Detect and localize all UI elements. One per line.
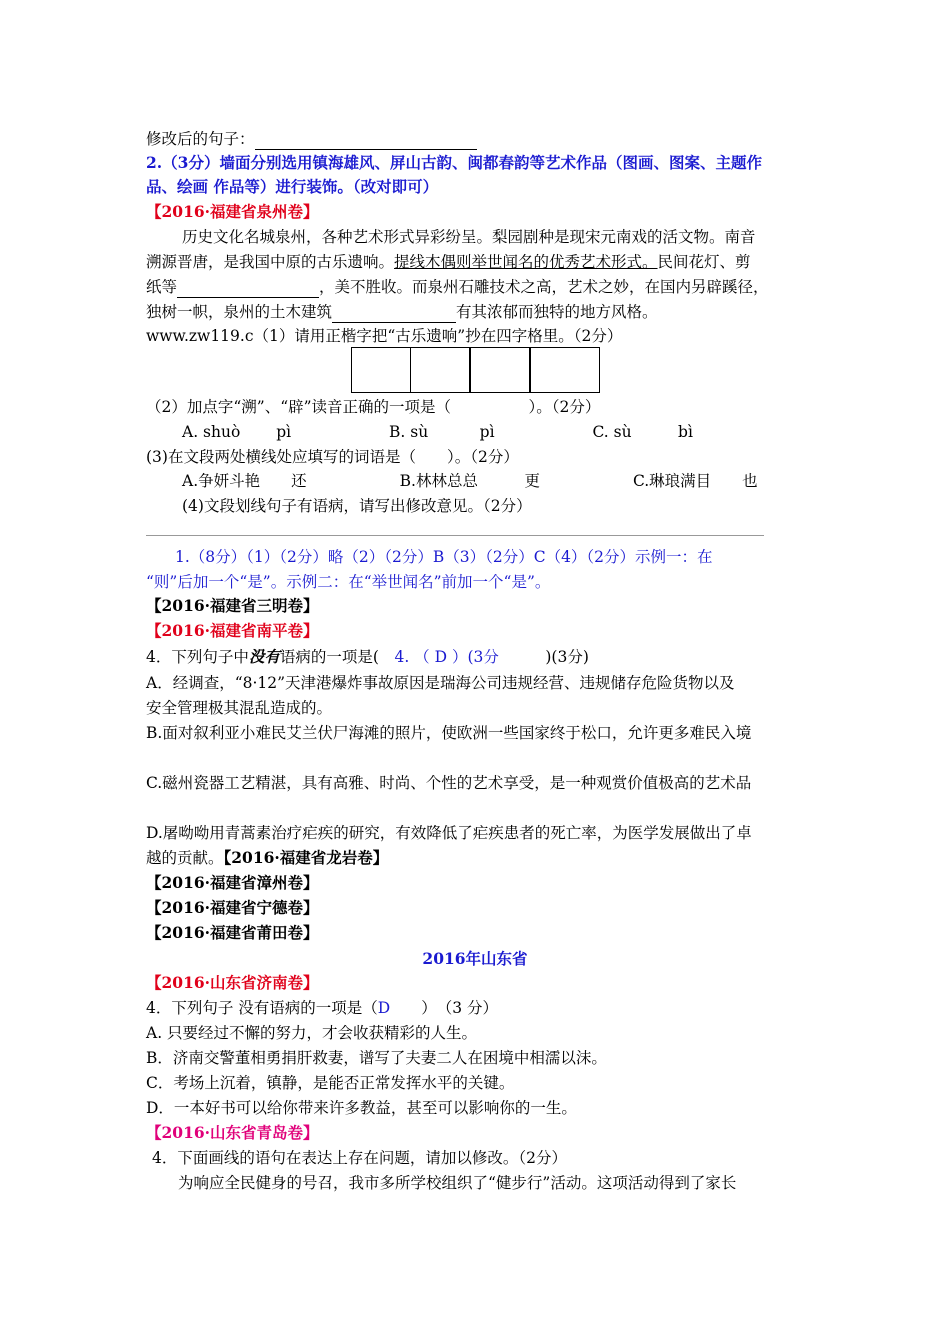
writing-box-4 xyxy=(530,347,600,393)
emphasized-word: 没有 xyxy=(248,647,280,666)
question-4-nanping: 4．下列句子中没有语病的一项是( 4. （ D ）(3分 )(3分) xyxy=(146,647,589,666)
section-quanzhou: 【2016·福建省泉州卷】 xyxy=(146,202,319,221)
writing-box-1 xyxy=(351,347,411,393)
passage-line2: 溯源晋唐，是我国中原的古乐遗响。提线木偶则举世闻名的优秀艺术形式。民间花灯、剪 xyxy=(146,253,751,271)
answer-1-line1: 1.（8分）（1）（2分）略（2）（2分）B（3）（2分）C（4）（2分）示例一：在 xyxy=(175,548,713,566)
question-3: (3)在文段两处横线处应填写的词语是（ ）。（2分） xyxy=(146,448,519,466)
passage-line1: 历史文化名城泉州，各种艺术形式异彩纷呈。梨园剧种是现宋元南戏的活文物。南音 xyxy=(182,228,756,246)
option-a-line2: 安全管理极其混乱造成的。 xyxy=(146,699,333,717)
jinan-option-a: A. 只要经过不懈的努力，才会收获精彩的人生。 xyxy=(146,1024,478,1042)
writing-box-3 xyxy=(470,347,530,393)
section-jinan: 【2016·山东省济南卷】 xyxy=(146,973,319,992)
blank-2 xyxy=(332,306,456,323)
question-2: （2）加点字“溯”、“辟”读音正确的一项是（ ）。（2分） xyxy=(146,398,601,416)
option-b: B.面对叙利亚小难民艾兰伏尸海滩的照片，使欧洲一些国家终于松口，允许更多难民入境 xyxy=(146,724,752,742)
question-4-jinan: 4．下列句子 没有语病的一项是（D ） （3 分） xyxy=(146,999,499,1017)
jinan-option-b: B．济南交警董相勇捐肝救妻，谱写了夫妻二人在困境中相濡以沫。 xyxy=(146,1049,607,1067)
question-4: (4)文段划线句子有语病，请写出修改意见。（2分） xyxy=(182,497,532,515)
answer-inline: 4. （ D ）(3分 xyxy=(378,648,499,666)
option-d-line1: D.屠呦呦用青蒿素治疗疟疾的研究，有效降低了疟疾患者的死亡率，为医学发展做出了卓 xyxy=(146,824,752,842)
divider xyxy=(146,535,764,536)
section-sanming: 【2016·福建省三明卷】 xyxy=(146,596,319,615)
answer-inline-jinan: D xyxy=(377,999,391,1017)
section-putian: 【2016·福建省莆田卷】 xyxy=(146,923,319,942)
answer-1-line2: “则”后加一个“是”。示例二：在“举世闻名”前加一个“是”。 xyxy=(146,573,551,591)
answer-2-line1: 2.（3分）墙面分别选用镇海雄风、屏山古韵、闽都春韵等艺术作品（图画、图案、主题作 xyxy=(146,153,762,172)
option-d-line2: 越的贡献。【2016·福建省龙岩卷】 xyxy=(146,848,389,867)
passage-line3: 纸等 ，美不胜收。而泉州石雕技术之高，艺术之妙，在国内另辟蹊径， xyxy=(146,278,769,296)
revised-sentence-line xyxy=(146,128,477,150)
option-a-line1: A．经调查，“8·12”天津港爆炸事故原因是瑞海公司违规经营、违规储存危险货物以及 xyxy=(146,674,735,692)
option-c: C.磁州瓷器工艺精湛，具有高雅、时尚、个性的艺术享受，是一种观赏价值极高的艺术品 xyxy=(146,774,752,792)
qingdao-passage: 为响应全民健身的号召，我市多所学校组织了“健步行”活动。这项活动得到了家长 xyxy=(178,1174,737,1192)
question-1: www.zw119.c（1）请用正楷字把“古乐遗响”抄在四字格里。（2分） xyxy=(146,327,623,345)
section-zhangzhou: 【2016·福建省漳州卷】 xyxy=(146,873,319,892)
question-4-qingdao: 4．下面画线的语句在表达上存在问题，请加以修改。（2分） xyxy=(152,1149,567,1167)
question-3-options: A.争妍斗艳 还 B.林林总总 更 C.琳琅满目 也 xyxy=(182,472,758,490)
section-nanping: 【2016·福建省南平卷】 xyxy=(146,621,319,640)
revised-sentence-label: 修改后的句子： xyxy=(146,130,255,148)
answer-2-line2: 品、绘画 作品等）进行装饰。（改对即可） xyxy=(146,177,439,196)
section-longyan: 【2016·福建省龙岩卷】 xyxy=(223,848,389,867)
jinan-option-d: D．一本好书可以给你带来许多教益，甚至可以影响你的一生。 xyxy=(146,1099,577,1117)
section-ningde: 【2016·福建省宁德卷】 xyxy=(146,898,319,917)
passage-line4: 独树一帜，泉州的土木建筑 有其浓郁而独特的地方风格。 xyxy=(146,303,658,321)
underlined-sentence: 提线木偶则举世闻名的优秀艺术形式。 xyxy=(394,253,658,271)
heading-shandong: 2016年山东省 xyxy=(422,949,528,968)
section-qingdao: 【2016·山东省青岛卷】 xyxy=(146,1123,319,1142)
jinan-option-c: C．考场上沉着，镇静，是能否正常发挥水平的关键。 xyxy=(146,1074,515,1092)
blank-1 xyxy=(177,281,319,298)
answer-blank xyxy=(255,133,477,150)
writing-box-2 xyxy=(410,347,470,393)
question-2-options: A. shuò pì B. sù pì C. sù bì xyxy=(182,423,693,441)
